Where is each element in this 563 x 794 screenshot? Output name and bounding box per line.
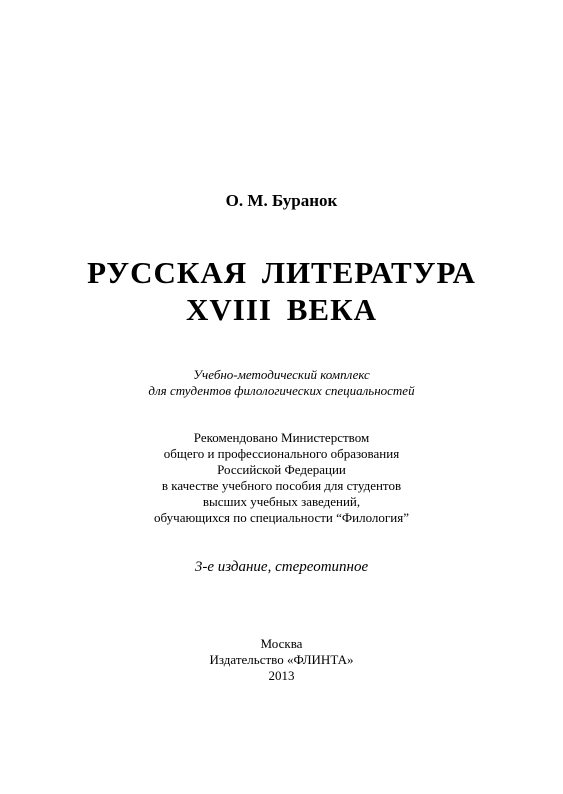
imprint-publisher: Издательство «ФЛИНТА» xyxy=(209,652,354,667)
recommendation-line-5: высших учебных заведений, xyxy=(202,494,361,509)
subtitle-line-2: для студентов филологических специальностей xyxy=(148,383,415,398)
recommendation-line-3: Российской Федерации xyxy=(217,462,346,477)
edition-note: 3-е издание, стереотипное xyxy=(194,559,369,575)
book-title-line-2: XVIII ВЕКА xyxy=(186,292,377,327)
imprint-year: 2013 xyxy=(268,668,295,683)
recommendation-line-6: обучающихся по специальности “Филология” xyxy=(154,510,409,525)
book-title-line-1: РУССКАЯ ЛИТЕРАТУРА xyxy=(87,255,476,290)
imprint-city: Москва xyxy=(260,636,303,651)
recommendation-line-4: в качестве учебного пособия для студентов xyxy=(161,478,402,493)
author-name: О. М. Буранок xyxy=(225,191,338,210)
recommendation-line-2: общего и профессионального образования xyxy=(163,446,400,461)
recommendation-line-1: Рекомендовано Министерством xyxy=(193,430,370,445)
subtitle-line-1: Учебно-методический комплекс xyxy=(193,367,370,382)
